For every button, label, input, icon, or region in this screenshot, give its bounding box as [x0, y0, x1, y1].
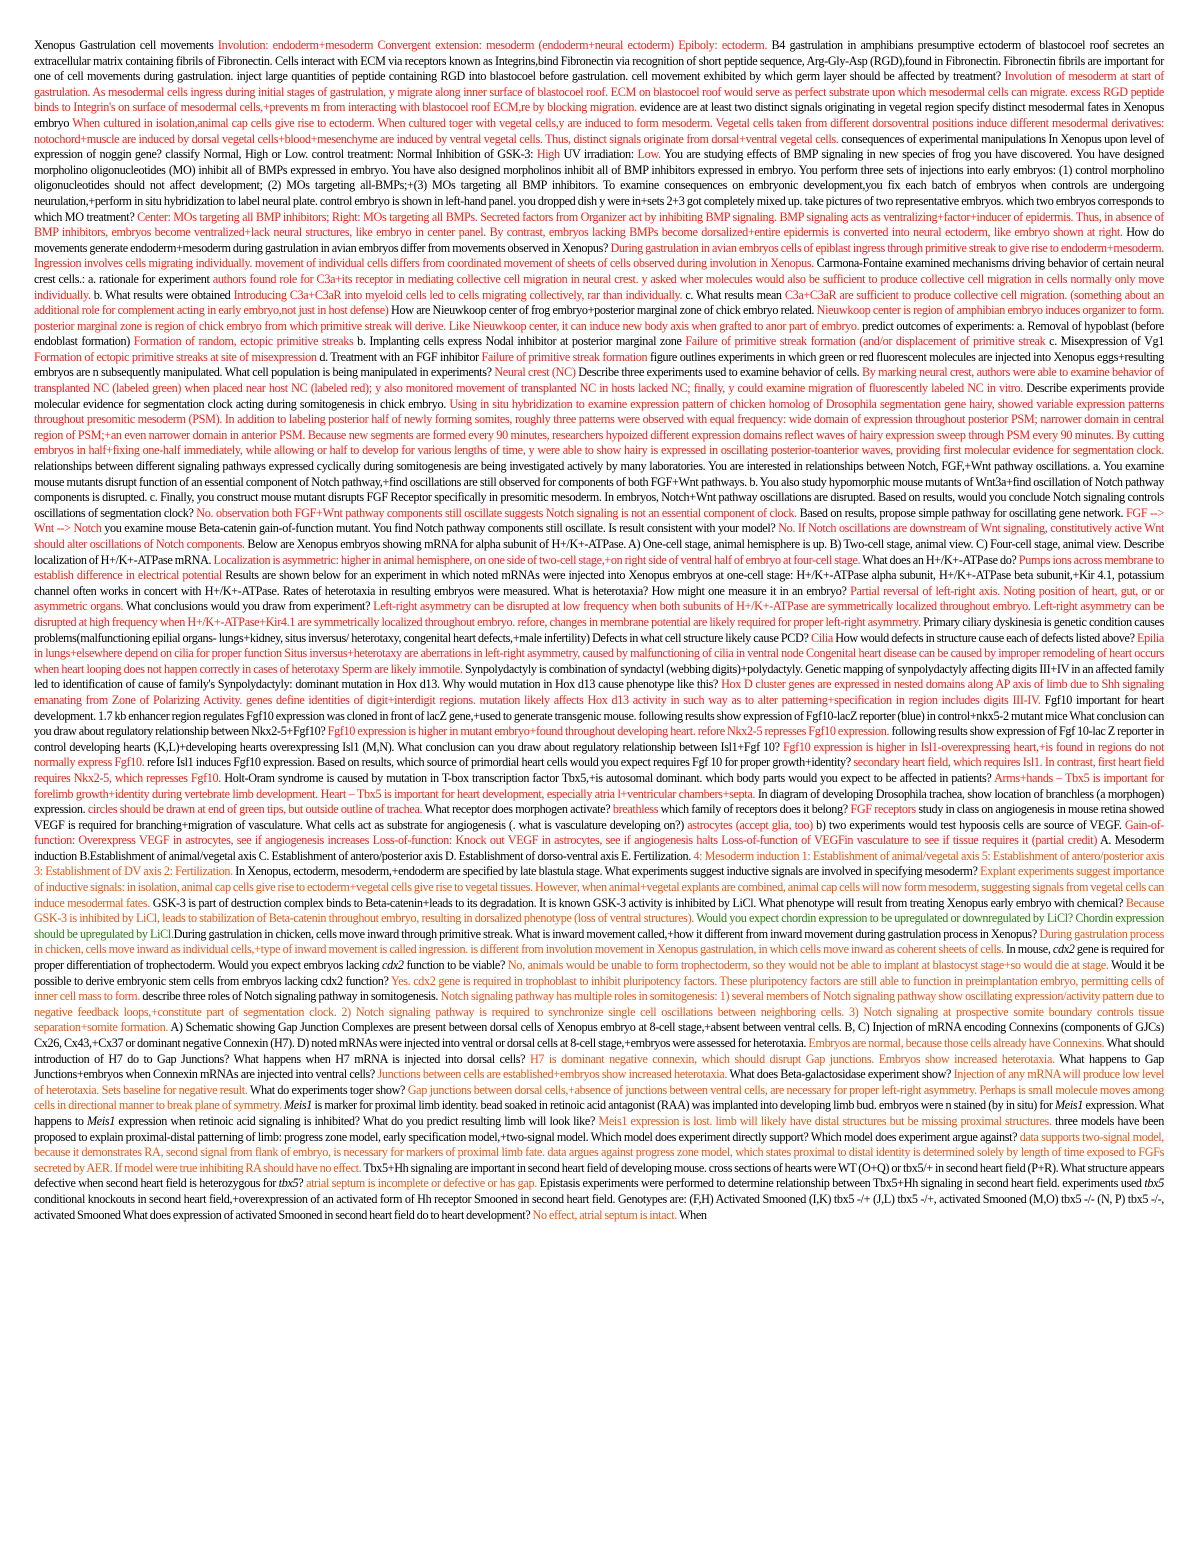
answer-text: Notch signaling pathway has multiple roles in somitogenesis: 1) several members of Notch signaling pathway show oscillating expression/activity pattern due to negative feedback loops,+constitute part of segmentation clock. 2) Notch signaling pathway is required to synchronize single cell oscillations between neighboring cells. 3) Notch signaling at prospective somite boundary controls tissue separation+somite formation.	[34, 989, 1164, 1035]
answer-text: secondary heart field, which requires Isl1. In contrast, first heart field requires Nkx2-5, which represses Fgf10.	[34, 755, 1164, 785]
question-text: expression. What happens to	[34, 1098, 1164, 1128]
answer-text: No effect, atrial septum is intact.	[532, 1207, 679, 1222]
answer-text: No. observation both FGF+Wnt pathway components still oscillate suggests Notch signaling is not an essential component of clock.	[196, 505, 800, 520]
answer-text: During gastrulation in avian embryos cells of epiblast ingress through primitive streak to give rise to endoderm+mesoderm. Ingression involves cells migrating individually. movement of individual cells differs from coordinated movement of sheets of cells observed during involution in Xenopus.	[34, 240, 1164, 271]
question-text: which family of receptors does it belong?	[660, 802, 851, 817]
question-text: How would defects in structure cause each of defects listed above?	[835, 630, 1137, 645]
answer-text: FGF receptors	[850, 802, 919, 817]
answer-text: Formation of ectopic primitive streaks at site of misexpression	[34, 349, 320, 364]
question-text: tbx5	[1144, 1176, 1164, 1191]
answer-text: Meis1 expression is lost. limb will likely have distal structures but be missing proximal structures.	[598, 1113, 1055, 1128]
answer-text: Embryos are normal, because those cells already have Connexins.	[808, 1036, 1107, 1050]
question-text: b) two experiments would test hypoosis cells are source of VEGF.	[816, 817, 1125, 832]
answer-text: No, animals would be unable to form trophectoderm, so they would not be able to implant at blastocyst stage+so would die at stage.	[507, 958, 1112, 973]
question-text: During gastrulation in chicken, cells move inward through primitive streak. What is inward movement called,+how it different from inward movement during gastrulation process in Xenopus?	[173, 926, 1040, 941]
answer-text: Failure of primitive streak formation	[481, 349, 650, 364]
answer-text: Formation of random, ectopic primitive streaks	[133, 334, 358, 349]
answer-text: Epilia in lungs+elsewhere depend on cilia for proper function Situs inversus+heterotaxy are aberrations in left-right asymmetry, caused by malfunctioning of cilia in ventral node Congenital heart disease can be caused by improper remodeling of heart occurs when heart looping does not happen correctly in cases of heterotaxy Sperm are likely immotile.	[34, 630, 1164, 676]
question-text: Describe three experiments used to examine behavior of cells.	[578, 365, 863, 380]
question-text: B4 gastrulation in amphibians presumptive ectoderm of blastocoel roof secretes an extracellular matrix containing fibrils of Fibronectin. Cells interact with ECM via receptors known as Integrins,bind Fibronectin via recognition of short peptide sequence, Arg-Gly-Asp (RGD),found in Fibronectin. Fibronectin fibrils are important for one of cell movements during gastrulation. inject large quantities of peptide containing RGD into blastocoel before gastrulation. cell movement exhibited by which germ layer should be affected by treatment?	[34, 38, 1164, 84]
answer-text: Hox D cluster genes are expressed in nested domains along AP axis of limb due to Shh signaling emanating from Zone of Polarizing Activity. genes define identities of digit+interdigit regions. mutation likely affects Hox d13 activity in such way as to alter patterning+specification in region includes digits III-IV.	[34, 677, 1164, 707]
question-text: What should introduction of H7 do to Gap Junctions? What happens when H7 mRNA is injected into dorsal cells?	[34, 1036, 1164, 1066]
question-text: What happens to Gap Junctions+embryos when Connexin mRNAs are injected into ventral cells?	[34, 1051, 1165, 1082]
answer-text: Neural crest (NC)	[494, 365, 579, 380]
question-text: GSK-3 is part of destruction complex binds to Beta-catenin+leads to its degradation. It is known GSK-3 activity is inhibited by LiCl. What phenotype will result from treating Xenopus early embryo with chemical?	[152, 895, 1126, 910]
answer-text: circles should be drawn at end of green tips, but outside outline of trachea.	[87, 802, 425, 817]
question-text: predict outcomes of experiments: a. Removal of hypoblast (before endoblast formation)	[34, 318, 1164, 349]
question-text: gene is required for proper differentiation of trophectoderm. Would you expect embryos lacking	[34, 942, 1164, 973]
question-text: Based on results, propose simple pathway for oscillating gene network.	[799, 505, 1126, 520]
answer-text: data supports two-signal model, because it demonstrates RA, second signal from flank of embryo, is necessary for markers of proximal limb fate. data argues against progress zone model, which states proximal to distal identity is determined solely by length of time exposed to FGFs secreted by AER. If model were true inhibiting RA should have no effect.	[34, 1129, 1165, 1175]
question-text: Meis1	[1054, 1098, 1084, 1113]
answer-text: Partial reversal of left-right axis. Noting position of heart, gut, or or asymmetric organs.	[34, 583, 1164, 614]
answer-text: Low.	[637, 147, 664, 162]
answer-text: Involution of mesoderm at start of gastrulation. As mesodermal cells ingress during initial stages of gastrulation, y migrate along inner surface of blastocoel roof. ECM on blastocoel roof would serve as perfect substrate upon which mesodermal cells can migrate. excess RGD peptide binds to Integrin's on surface of mesodermal cells,+prevents m from interacting with blastocoel roof ECM,re by blocking migration.	[34, 69, 1164, 115]
question-text: What does an H+/K+-ATPase do?	[862, 552, 1019, 567]
question-text: b. What results were obtained	[93, 287, 234, 302]
question-text: Epistasis experiments were performed to determine relationship between Tbx5+Hh signaling in second heart field. experiments used	[539, 1176, 1145, 1191]
answer-text: Would you expect chordin expression to be upregulated or downregulated by LiCl? Chordin expression should be upregulated by LiCl.	[34, 911, 1164, 941]
question-text: What does Beta-galactosidase experiment show?	[729, 1067, 954, 1082]
question-text: figure outlines experiments in which green or red fluorescent molecules are injected into Xenopus eggs+resulting embryos are n subsequently manipulated. What cell population is being manipulated in experiments?	[34, 349, 1164, 380]
question-text: Fgf10 important for heart development. 1.7 kb enhancer region regulates Fgf10 expression was cloned in front of lacZ gene,+used to generate transgenic mouse. following results show expression of Fgf10-lacZ reporter (blue) in control+nkx5-2 mutant mice What conclusion can you draw about regulatory relationship between Nkx2-5+Fgf10?	[34, 692, 1164, 739]
answer-text: Pumps ions across membrane to establish difference in electrical potential	[34, 552, 1164, 583]
answer-text: authors found role for C3a+its receptor in mediating collective cell migration in neural crest. y asked wher molecules would also be sufficient to produce collective cell migration in cells normally only move individually.	[34, 271, 1164, 302]
answer-text: 4: Mesoderm induction 1: Establishment of animal/vegetal axis 5: Establishment of antero/posterior axis 3: Establishment of DV axis 2: Fertilization.	[34, 848, 1164, 879]
question-text: In mouse,	[1005, 942, 1053, 957]
answer-text: Nieuwkoop center is region of amphibian embryo induces organizer to form. posterior marginal zone is region of chick embryo from which primitive streak will derive. Like Nieuwkoop center, it can induce new body axis when grafted to anor part of embryo.	[34, 303, 1164, 333]
question-text: d. Treatment with an FGF inhibitor	[319, 349, 482, 364]
question-text: expression when retinoic acid signaling is inhibited? What do you predict resulting limb will look like?	[115, 1113, 599, 1128]
question-text: following results show expression of Fgf 10-lac Z reporter in control developing hearts (K,L)+developing hearts overexpressing Isl1 (M,N). What conclusion can you draw about regulatory relationship between Isl1+Fgf 10?	[34, 724, 1164, 754]
answer-text: FGF --> Wnt --> Notch	[34, 505, 1164, 536]
answer-text: Introducing C3a+C3aR into myeloid cells led to cells migrating collectively, rar than individually.	[233, 287, 686, 302]
answer-text: Left-right asymmetry can be disrupted at low frequency when both subunits of H+/K+-ATPase are symmetrically localized throughout embryo. Left-right asymmetry can be disrupted at high frequency when H+/K+-ATPase+Kir4.1 are symmetrically localized throughout embryo. refore, changes in membrane potential are likely required for proper left-right asymmetry.	[34, 599, 1164, 629]
question-text: In diagram of developing Drosophila trachea, show location of branchless (a morphogen) expression.	[34, 786, 1164, 817]
answer-text: astrocytes (accept glia, too)	[687, 817, 817, 832]
question-text: conditional knockouts in second heart field,+overexpression of an activated form of Hh receptor Smooned in second heart field. Genotypes are: (F,H) Activated Smooned (I,K) tbx5 -/+ (J,L) tbx5 -/+, activated Smooned (M,O) tbx5 -/- (N, P) tbx5 -/-, activated Smooned What does expression of activated Smooned in second heart field do to heart development?	[34, 1191, 1164, 1222]
answer-text: Center: MOs targeting all BMP inhibitors; Right: MOs targeting all BMPs. Secreted factors from Organizer act by inhibiting BMP signaling. BMP signaling acts as ventralizing+factor+inducer of epidermis. Thus, in absence of BMP inhibitors, embryos become ventralized+lack neural structures, like embryo in center panel. By contrast, embryos lacking BMPs become dorsalized+entire epidermis is converted into neural ectoderm, like embryo shown at right.	[34, 209, 1164, 240]
answer-text: Explant experiments suggest importance of inductive signals: in isolation, animal cap cells give rise to ectoderm+vegetal cells give rise to vegetal tissues. However, when animal+vegetal explants are combined, animal cap cells will now form mesoderm, suggesting signals from vegetal cells can induce mesodermal fates.	[34, 864, 1164, 910]
question-text: c. What results mean	[685, 287, 785, 302]
question-text: Primary ciliary dyskinesia is genetic condition causes problems(malfunctioning epilial organs- lungs+kidney, situs inversus/ heterotaxy, congenital heart defects,+male infertility) Defects in what cell structure likely cause PCD?	[34, 614, 1165, 645]
question-text: b. Implanting cells express Nodal inhibitor at posterior marginal zone	[357, 334, 686, 349]
answer-text: Gain-of-function: Overexpress VEGF in astrocytes, see if angiogenesis increases Loss-of-function: Knock out VEGF in astrocytes, see if angiogenesis halts Loss-of-function of VEGFin vasculature to see if tissue requires it (partial credit)	[34, 817, 1164, 848]
answer-text: By marking neural crest, authors were able to examine behavior of transplanted NC (labeled green) when placed near host NC (labeled red); y also monitored movement of transplanted NC in hosts lacked NC; finally, y could examine migration of fluorescently labeled NC in vitro.	[34, 365, 1164, 396]
answer-text: Failure of primitive streak formation (and/or displacement of primitive streak	[685, 334, 1050, 349]
question-text: function to be viable?	[403, 958, 508, 973]
question-text: Tbx5+Hh signaling are important in second heart field of developing mouse. cross sections of hearts were WT (O+Q) or tbx5/+ in second heart field (P+R). What structure appears defective when second heart field is heterozygous for	[34, 1160, 1164, 1191]
answer-text: High	[536, 147, 564, 162]
question-text: A. Mesoderm induction B.Establishment of animal/vegetal axis C. Establishment of antero/posterior axis D. Establishment of dorso-ventral axis E. Fertilization.	[34, 833, 1165, 863]
answer-text: During gastrulation process in chicken, cells move inward as individual cells,+type of inward movement is called ingression. is different from involution movement in Xenopus gastrulation, in which cells move inward as coherent sheets of cells.	[34, 926, 1165, 957]
answer-text: Junctions between cells are established+embryos show increased heterotaxia.	[377, 1067, 730, 1082]
question-text: What receptor does morphogen activate?	[424, 802, 613, 817]
answer-text: Gap junctions between dorsal cells,+absence of junctions between ventral cells, are necessary for proper left-right asymmetry. Perhaps is small molecule moves among cells in directional manner to break plane of symmetry.	[34, 1082, 1164, 1113]
question-text: When	[678, 1207, 707, 1222]
question-text: you examine mouse Beta-catenin gain-of-function mutant. You find Notch pathway components still oscillate. Is result consistent with your model?	[104, 521, 779, 536]
question-text: Xenopus Gastrulation cell movements	[34, 38, 218, 52]
notes-text-block	[34, 38, 1164, 1223]
answer-text: No. If Notch oscillations are downstream of Wnt signaling, constitutively active Wnt should alter oscillations of Notch components.	[34, 521, 1165, 551]
answer-text: Fgf10 expression is higher in Isl1-overexpressing heart,+is found in regions do not normally express Fgf10.	[34, 739, 1165, 770]
question-text: In Xenopus, ectoderm, mesoderm,+endoderm are specified by late blastula stage. What experiments suggest inductive signals are involved in specifying mesoderm?	[235, 864, 981, 879]
answer-text: Yes. cdx2 gene is required in trophoblast to inhibit pluripotency factors. These pluripotency factors are still able to function in preimplantation embryo, permitting cells of inner cell mass to form.	[34, 973, 1164, 1004]
question-text: A) Schematic showing Gap Junction Complexes are present between dorsal cells of Xenopus embryo at 8-cell stage,+absent between ventral cells. B, C) Injection of mRNA encoding Connexins (components of GJCs) Cx26, Cx43,+Cx37 or dominant negative Connexin (H7). D) noted mRNAs were injected into ventral or dorsal cells at 8-cell stage,+embryos were assessed for heterotaxia.	[34, 1020, 1164, 1050]
question-text: Meis1	[86, 1113, 116, 1128]
question-text: is marker for proximal limb identity. bead soaked in retinoic acid antagonist (RAA) was implanted into developing limb bud. embryos were n stained (by in situ) for	[312, 1098, 1055, 1113]
answer-text: Cilia	[810, 630, 836, 645]
question-text: Holt-Oram syndrome is caused by mutation in T-box transcription factor Tbx5,+is autosomal dominant. which body parts would you expect to be affected in patients?	[224, 770, 995, 785]
answer-text: C3a+C3aR are sufficient to produce collective cell migration. (something about an additional role for complement acting in early embryo,not just in host defense)	[34, 287, 1164, 318]
question-text: relationships between different signaling pathways expressed cyclically during somitogenesis are being investigated actively by many laboratories. You are interested in relationships between Notch, FGF,+Wnt pathway oscillations. a. You examine mouse mutants disrupt function of an essential component of Notch pathway,+find oscillations are still observed for components of both FGF+Wnt pathways. b. You also study hypomorphic mouse mutants of Wnt3a+find oscillation of Notch pathway components is disrupted. c. Finally, you construct mouse mutant disrupts FGF Receptor specifically in presomitic mesoderm. In embryos, Notch+Wnt pathway oscillations are disrupted. Based on results, would you conclude Notch signaling controls oscillations of segmentation clock?	[34, 459, 1164, 520]
answer-text: breathless	[612, 802, 661, 817]
question-text: How are Nieuwkoop center of frog embryo+posterior marginal zone of chick embryo related.	[391, 303, 817, 318]
answer-text: Localization is asymmetric: higher in animal hemisphere, on one side of two-cell stage,+on right side of ventral half of embryo at four-cell stage.	[213, 552, 863, 567]
question-text: evidence are at least two distinct signals originating in vegetal region specify distinct mesodermal fates in Xenopus embryo	[34, 100, 1164, 130]
question-text: ?	[298, 1176, 307, 1191]
question-text: c. Misexpression of Vg1	[1049, 334, 1165, 349]
question-text: cdx2	[1052, 942, 1075, 957]
question-text: describe three roles of Notch signaling pathway in somitogenesis.	[142, 989, 441, 1004]
question-text: tbx5	[278, 1176, 299, 1191]
question-text: Would it be possible to derive embryonic stem cells from embryos lacking cdx2 function?	[34, 958, 1165, 988]
question-text: Synpolydactyly is combination of syndactyl (webbing digits)+polydactyly. Genetic mapping of synpolydactyly affecting digits III+IV in an affected family led to identification of cause of family's Synpolydactyly: dominant mutation in Hox d13. Why would mutation in Hox d13 cause phenotype like this?	[34, 661, 1164, 692]
question-text: What do experiments toger show?	[249, 1082, 408, 1097]
answer-text: Involution: endoderm+mesoderm Convergent extension: mesoderm (endoderm+neural ectoderm) Epiboly: ectoderm.	[217, 38, 772, 52]
question-text: refore Isl1 induces Fgf10 expression. Based on results, which source of primordial heart cells would you expect requires Fgf 10 for proper growth+identity?	[146, 755, 854, 770]
answer-text: H7 is dominant negative connexin, which should disrupt Gap junctions. Embryos show increased heterotaxia.	[529, 1051, 1060, 1066]
answer-text: Using in situ hybridization to examine expression pattern of chicken homolog of Drosophila segmentation gene hairy, showed variable expression patterns throughout presomitic mesoderm (PSM). In addition to labeling posterior half of newly forming somites, roughly three patterns were observed with equal frequency: wide domain of expression throughout posterior PSM; narrower domain in central region of PSM;+an even narrower domain in anterior PSM. Because new segments are formed every 90 minutes, researchers hypoized different expression domains reflect waves of hairy expression sweep through PSM every 90 minutes. By cutting embryos in half+fixing one-half immediately, while allowing or half to develop for various lengths of time, y were able to show hairy is expressed in oscillating posterior-toanterior waves, providing first molecular evidence for segmentation clock.	[34, 396, 1165, 458]
answer-text: Injection of any mRNA will produce low level of heterotaxia. Sets baseline for negative result.	[34, 1067, 1164, 1097]
question-text: Describe experiments provide molecular evidence for segmentation clock acting during somitogenesis in chick embryo.	[34, 381, 1164, 411]
question-text: What conclusions would you draw from experiment?	[125, 599, 374, 614]
question-text: consequences of experimental manipulations In Xenopus upon level of expression of noggin gene? classify Normal, High or Low. control treatment: Normal Inhibition of GSK-3:	[34, 131, 1164, 162]
answer-text: atrial septum is incomplete or defective or has gap.	[306, 1176, 540, 1191]
question-text: Carmona-Fontaine examined mechanisms driving behavior of certain neural crest cells.: a. rationale for experiment	[34, 256, 1164, 286]
question-text: UV irradiation:	[563, 147, 638, 162]
question-text: How do movements generate endoderm+mesoderm during gastrulation in avian embryos differ from movements observed in Xenopus?	[34, 225, 1164, 255]
question-text: Below are Xenopus embryos showing mRNA for alpha subunit of H+/K+-ATPase. A) One-cell stage, animal hemisphere is up. B) Two-cell stage, animal view. C) Four-cell stage, animal view. Describe localization of H+/K+-ATPase mRNA.	[34, 537, 1164, 567]
question-text: You are studying effects of BMP signaling in new species of frog you have discovered. You have designed morpholino oligonucleotides (MO) inhibit all of BMPs expressed in embryo. You have also designed morpholinos inhibit all of BMP inhibitors expressed in embryo. You perform three sets of injections into early embryos: (1) control morpholino oligonucleotides should not affect development; (2) MOs targeting all-BMPs;+(3) MOs targeting all BMP inhibitors. To examine consequences on embryonic development,you fix each batch of embryos when controls are undergoing neurulation,+perform in situ hybridization to label neural plate. control embryo is shown in left-hand panel. you dropped dish y were in+sets 2+3 got completely mixed up. take pictures of two representative embryos. which two embryos corresponds to which MO treatment?	[34, 147, 1164, 224]
answer-text: Fgf10 expression is higher in mutant embryo+found throughout developing heart. refore Nkx2-5 represses Fgf10 expression.	[327, 724, 892, 739]
answer-text: When cultured in isolation,animal cap cells give rise to ectoderm. When cultured toger with vegetal cells,y are induced to form mesoderm. Vegetal cells taken from different dorsoventral positions induce different mesodermal derivatives: notochord+muscle are induced by dorsal vegetal cells+blood+mesenchyme are induced by ventral vegetal cells. Thus, distinct signals originate from dorsal+ventral vegetal cells.	[34, 115, 1165, 146]
answer-text: Arms+hands – Tbx5 is important for forelimb growth+identity during vertebrate limb development. Heart – Tbx5 is important for heart development, especially atria l+ventricular chambers+septa.	[34, 770, 1164, 801]
question-text: cdx2	[382, 958, 404, 973]
question-text: study in class on angiogenesis in mouse retina showed VEGF is required for branching+migration of vasculature. What cells act as substrate for angiogenesis (. what is vasculature developing on?)	[34, 802, 1165, 832]
question-text: Results are shown below for an experiment in which noted mRNAs were injected into Xenopus embryos at one-cell stage: H+/K+-ATPase alpha subunit, H+/K+-ATPase beta subunit,+Kir 4.1, potassium channel often works in concert with H+/K+-ATPase. Rates of heterotaxia in resulting embryos were measured. What is heterotaxia? How might one measure it in an embryo?	[34, 568, 1165, 598]
question-text: three models have been proposed to explain proximal-distal patterning of limb: progress zone model, early specification model,+two-signal model. Which model does experiment directly support? Which model does experiment argue against?	[34, 1113, 1164, 1144]
question-text: Meis1	[283, 1098, 313, 1113]
answer-text: Because GSK-3 is inhibited by LiCl, leads to stabilization of Beta-catenin throughout embryo, resulting in dorsalized phenotype (loss of ventral structures).	[34, 895, 1164, 926]
